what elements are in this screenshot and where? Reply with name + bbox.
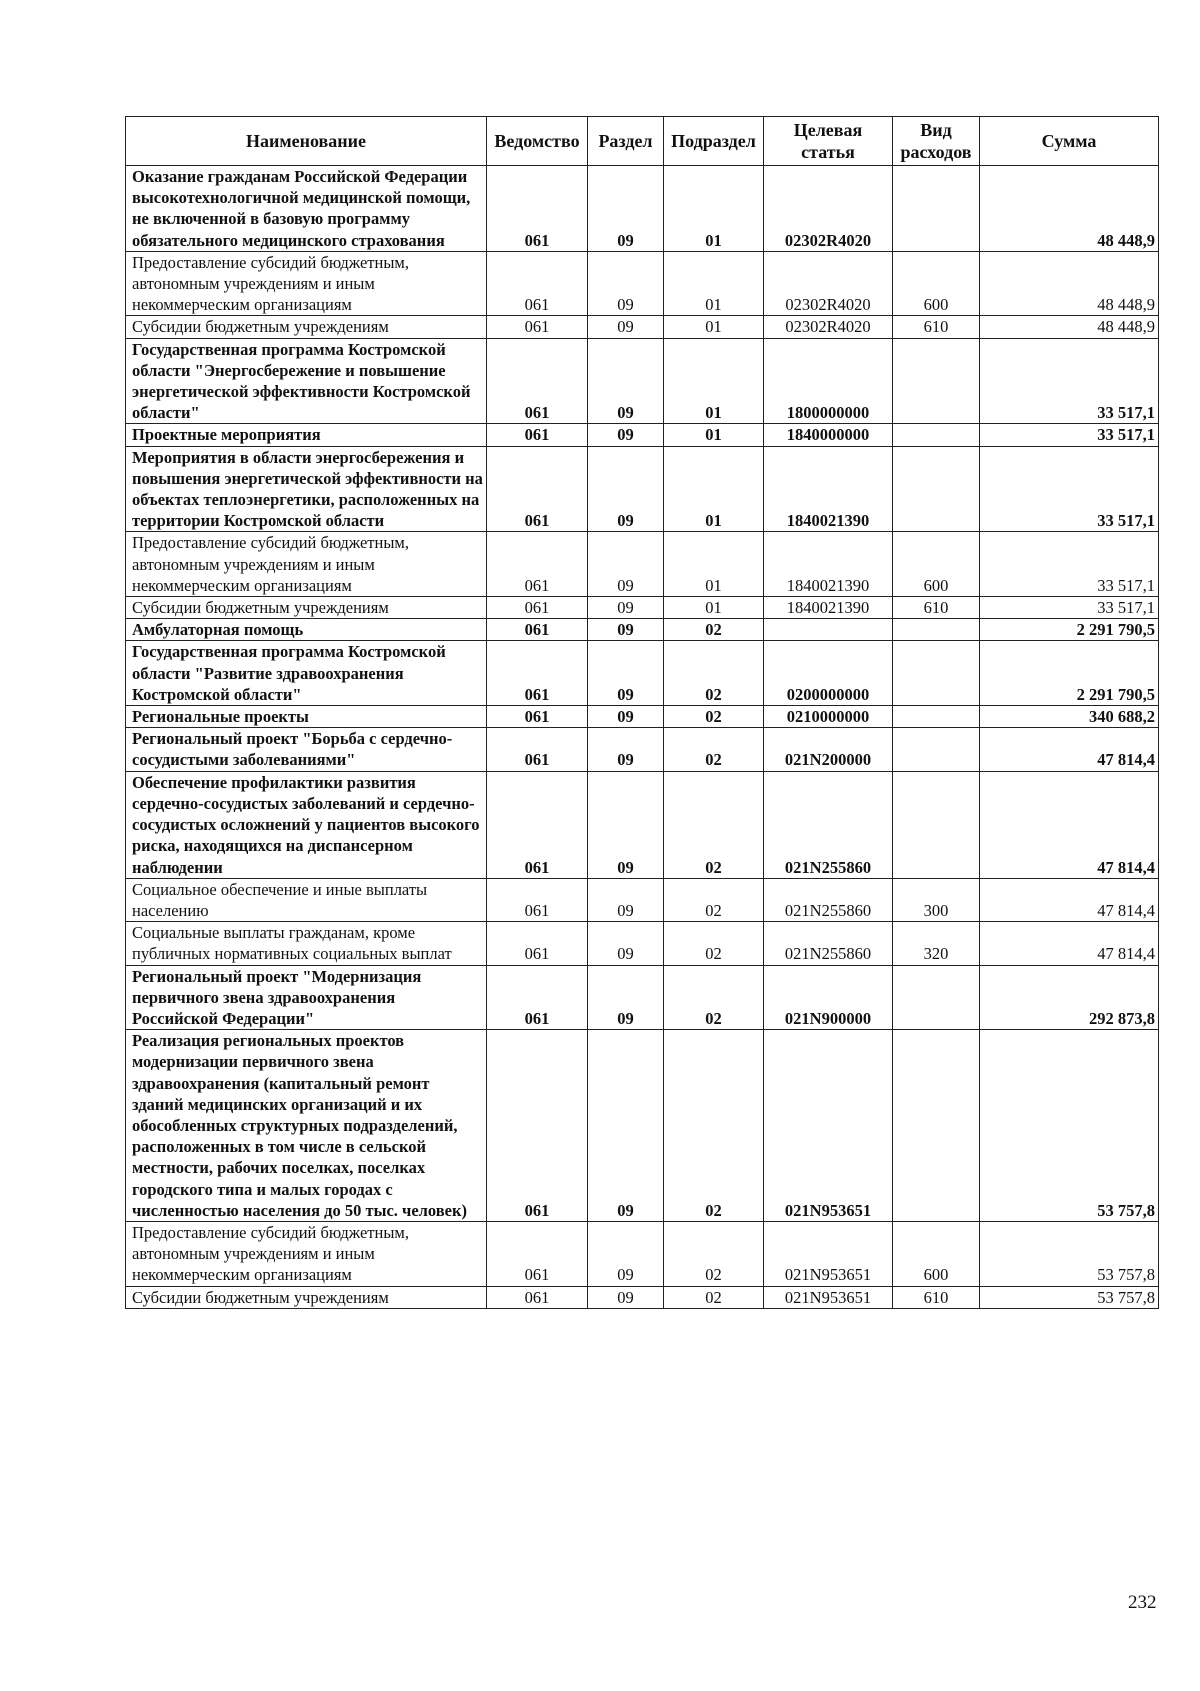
cell-name: Региональные проекты (126, 706, 487, 728)
cell-vedomstvo: 061 (487, 597, 588, 619)
cell-razdel: 09 (588, 597, 664, 619)
cell-summa: 33 517,1 (980, 446, 1159, 532)
cell-podrazdel: 02 (664, 619, 764, 641)
cell-razdel: 09 (588, 641, 664, 706)
cell-podrazdel: 02 (664, 1286, 764, 1308)
cell-razdel: 09 (588, 424, 664, 446)
cell-name: Социальные выплаты гражданам, кроме публичных нормативных социальных выплат (126, 922, 487, 965)
cell-razdel: 09 (588, 706, 664, 728)
cell-tselevaya-statya: 021N900000 (764, 965, 893, 1030)
cell-summa: 47 814,4 (980, 878, 1159, 921)
cell-summa: 53 757,8 (980, 1030, 1159, 1222)
table-row (126, 878, 1159, 921)
cell-vid-raskhodov: 610 (893, 316, 980, 338)
header-tselevaya-statya: Целевая статья (764, 117, 893, 166)
cell-razdel: 09 (588, 316, 664, 338)
table-row (126, 619, 1159, 641)
cell-tselevaya-statya: 1840021390 (764, 532, 893, 597)
cell-summa: 340 688,2 (980, 706, 1159, 728)
cell-vid-raskhodov (893, 1030, 980, 1222)
cell-tselevaya-statya: 1840021390 (764, 446, 893, 532)
table-row (126, 1030, 1159, 1222)
cell-vid-raskhodov (893, 965, 980, 1030)
cell-razdel: 09 (588, 771, 664, 878)
table-row (126, 641, 1159, 706)
cell-vid-raskhodov (893, 338, 980, 424)
cell-name: Мероприятия в области энергосбережения и повышения энергетической эффективности на объектах теплоэнергетики, расположенных на территории Костромской области (126, 446, 487, 532)
cell-vid-raskhodov (893, 728, 980, 771)
cell-summa: 53 757,8 (980, 1221, 1159, 1286)
table-row (126, 166, 1159, 252)
cell-tselevaya-statya: 0210000000 (764, 706, 893, 728)
table-row (126, 597, 1159, 619)
cell-summa: 48 448,9 (980, 316, 1159, 338)
cell-podrazdel: 01 (664, 424, 764, 446)
cell-tselevaya-statya: 021N953651 (764, 1286, 893, 1308)
cell-podrazdel: 02 (664, 771, 764, 878)
cell-podrazdel: 01 (664, 597, 764, 619)
cell-tselevaya-statya: 021N200000 (764, 728, 893, 771)
cell-vid-raskhodov (893, 641, 980, 706)
cell-summa: 53 757,8 (980, 1286, 1159, 1308)
cell-vedomstvo: 061 (487, 922, 588, 965)
cell-name: Субсидии бюджетным учреждениям (126, 597, 487, 619)
cell-vid-raskhodov (893, 424, 980, 446)
cell-vedomstvo: 061 (487, 641, 588, 706)
cell-razdel: 09 (588, 338, 664, 424)
cell-podrazdel: 02 (664, 965, 764, 1030)
cell-summa: 33 517,1 (980, 597, 1159, 619)
cell-podrazdel: 02 (664, 878, 764, 921)
budget-table (125, 116, 1159, 1309)
cell-vedomstvo: 061 (487, 166, 588, 252)
cell-tselevaya-statya: 02302R4020 (764, 251, 893, 316)
cell-podrazdel: 01 (664, 446, 764, 532)
cell-vedomstvo: 061 (487, 532, 588, 597)
cell-vedomstvo: 061 (487, 728, 588, 771)
cell-vedomstvo: 061 (487, 316, 588, 338)
cell-vedomstvo: 061 (487, 424, 588, 446)
cell-podrazdel: 01 (664, 338, 764, 424)
cell-vedomstvo: 061 (487, 446, 588, 532)
cell-vid-raskhodov: 600 (893, 251, 980, 316)
cell-podrazdel: 01 (664, 532, 764, 597)
table-row (126, 728, 1159, 771)
cell-vid-raskhodov: 610 (893, 597, 980, 619)
table-row (126, 965, 1159, 1030)
cell-tselevaya-statya: 1800000000 (764, 338, 893, 424)
cell-tselevaya-statya: 021N953651 (764, 1221, 893, 1286)
cell-summa: 33 517,1 (980, 338, 1159, 424)
cell-razdel: 09 (588, 1221, 664, 1286)
cell-vedomstvo: 061 (487, 878, 588, 921)
cell-vedomstvo: 061 (487, 338, 588, 424)
header-vid-raskhodov: Вид расходов (893, 117, 980, 166)
header-name: Наименование (126, 117, 487, 166)
cell-tselevaya-statya: 1840000000 (764, 424, 893, 446)
cell-summa: 48 448,9 (980, 166, 1159, 252)
table-row (126, 706, 1159, 728)
table-row (126, 251, 1159, 316)
table-row (126, 316, 1159, 338)
table-row (126, 771, 1159, 878)
cell-podrazdel: 02 (664, 728, 764, 771)
cell-vedomstvo: 061 (487, 965, 588, 1030)
cell-name: Предоставление субсидий бюджетным, автономным учреждениям и иным некоммерческим организациям (126, 251, 487, 316)
cell-tselevaya-statya: 02302R4020 (764, 316, 893, 338)
header-vedomstvo: Ведомство (487, 117, 588, 166)
cell-name: Предоставление субсидий бюджетным, автономным учреждениям и иным некоммерческим организациям (126, 1221, 487, 1286)
cell-tselevaya-statya: 021N953651 (764, 1030, 893, 1222)
header-podrazdel: Подраздел (664, 117, 764, 166)
table-row (126, 424, 1159, 446)
cell-razdel: 09 (588, 619, 664, 641)
table-row (126, 338, 1159, 424)
cell-summa: 33 517,1 (980, 532, 1159, 597)
cell-vid-raskhodov: 600 (893, 532, 980, 597)
cell-razdel: 09 (588, 728, 664, 771)
cell-name: Предоставление субсидий бюджетным, автономным учреждениям и иным некоммерческим организациям (126, 532, 487, 597)
header-summa: Сумма (980, 117, 1159, 166)
cell-name: Субсидии бюджетным учреждениям (126, 316, 487, 338)
cell-vid-raskhodov (893, 619, 980, 641)
cell-name: Государственная программа Костромской области "Развитие здравоохранения Костромской области" (126, 641, 487, 706)
cell-razdel: 09 (588, 532, 664, 597)
cell-vid-raskhodov (893, 706, 980, 728)
cell-vedomstvo: 061 (487, 771, 588, 878)
cell-podrazdel: 02 (664, 641, 764, 706)
cell-name: Проектные мероприятия (126, 424, 487, 446)
cell-podrazdel: 02 (664, 922, 764, 965)
cell-name: Государственная программа Костромской области "Энергосбережение и повышение энергетической эффективности Костромской области" (126, 338, 487, 424)
cell-summa: 33 517,1 (980, 424, 1159, 446)
cell-vedomstvo: 061 (487, 619, 588, 641)
cell-name: Оказание гражданам Российской Федерации высокотехнологичной медицинской помощи, не включенной в базовую программу обязательного медицинского страхования (126, 166, 487, 252)
cell-summa: 2 291 790,5 (980, 619, 1159, 641)
header-razdel: Раздел (588, 117, 664, 166)
cell-vid-raskhodov: 300 (893, 878, 980, 921)
table-body (126, 166, 1159, 1309)
table-row (126, 1221, 1159, 1286)
cell-tselevaya-statya: 021N255860 (764, 878, 893, 921)
cell-vid-raskhodov (893, 446, 980, 532)
page-number: 232 (1128, 1592, 1157, 1613)
cell-summa: 47 814,4 (980, 728, 1159, 771)
cell-razdel: 09 (588, 446, 664, 532)
cell-podrazdel: 01 (664, 166, 764, 252)
cell-vedomstvo: 061 (487, 706, 588, 728)
cell-summa: 292 873,8 (980, 965, 1159, 1030)
cell-razdel: 09 (588, 1286, 664, 1308)
table-row (126, 1286, 1159, 1308)
cell-razdel: 09 (588, 878, 664, 921)
cell-vid-raskhodov (893, 771, 980, 878)
cell-name: Обеспечение профилактики развития сердечно-сосудистых заболеваний и сердечно-сосудистых осложнений у пациентов высокого риска, находящихся на диспансерном наблюдении (126, 771, 487, 878)
table-row (126, 532, 1159, 597)
cell-podrazdel: 02 (664, 706, 764, 728)
cell-summa: 47 814,4 (980, 771, 1159, 878)
cell-name: Амбулаторная помощь (126, 619, 487, 641)
cell-vid-raskhodov: 320 (893, 922, 980, 965)
cell-vid-raskhodov: 610 (893, 1286, 980, 1308)
cell-summa: 2 291 790,5 (980, 641, 1159, 706)
cell-podrazdel: 02 (664, 1221, 764, 1286)
cell-name: Субсидии бюджетным учреждениям (126, 1286, 487, 1308)
table-header-row (126, 117, 1159, 166)
cell-name: Региональный проект "Модернизация первичного звена здравоохранения Российской Федерации" (126, 965, 487, 1030)
cell-name: Региональный проект "Борьба с сердечно-сосудистыми заболеваниями" (126, 728, 487, 771)
cell-podrazdel: 01 (664, 251, 764, 316)
cell-tselevaya-statya (764, 619, 893, 641)
table-row (126, 446, 1159, 532)
cell-tselevaya-statya: 02302R4020 (764, 166, 893, 252)
cell-podrazdel: 01 (664, 316, 764, 338)
cell-tselevaya-statya: 1840021390 (764, 597, 893, 619)
cell-vedomstvo: 061 (487, 1030, 588, 1222)
cell-tselevaya-statya: 021N255860 (764, 922, 893, 965)
cell-name: Реализация региональных проектов модернизации первичного звена здравоохранения (капитальный ремонт зданий медицинских организаций и их обособленных структурных подразделений, расположенных в том числе в сельской местности, рабочих поселках, поселках городского типа и малых городах с численностью населения до 50 тыс. человек) (126, 1030, 487, 1222)
cell-tselevaya-statya: 0200000000 (764, 641, 893, 706)
cell-vedomstvo: 061 (487, 1221, 588, 1286)
cell-razdel: 09 (588, 922, 664, 965)
cell-vid-raskhodov: 600 (893, 1221, 980, 1286)
cell-summa: 47 814,4 (980, 922, 1159, 965)
cell-razdel: 09 (588, 166, 664, 252)
cell-name: Социальное обеспечение и иные выплаты населению (126, 878, 487, 921)
cell-razdel: 09 (588, 965, 664, 1030)
cell-vedomstvo: 061 (487, 1286, 588, 1308)
cell-podrazdel: 02 (664, 1030, 764, 1222)
cell-summa: 48 448,9 (980, 251, 1159, 316)
cell-tselevaya-statya: 021N255860 (764, 771, 893, 878)
cell-razdel: 09 (588, 251, 664, 316)
cell-vid-raskhodov (893, 166, 980, 252)
cell-vedomstvo: 061 (487, 251, 588, 316)
table-row (126, 922, 1159, 965)
cell-razdel: 09 (588, 1030, 664, 1222)
